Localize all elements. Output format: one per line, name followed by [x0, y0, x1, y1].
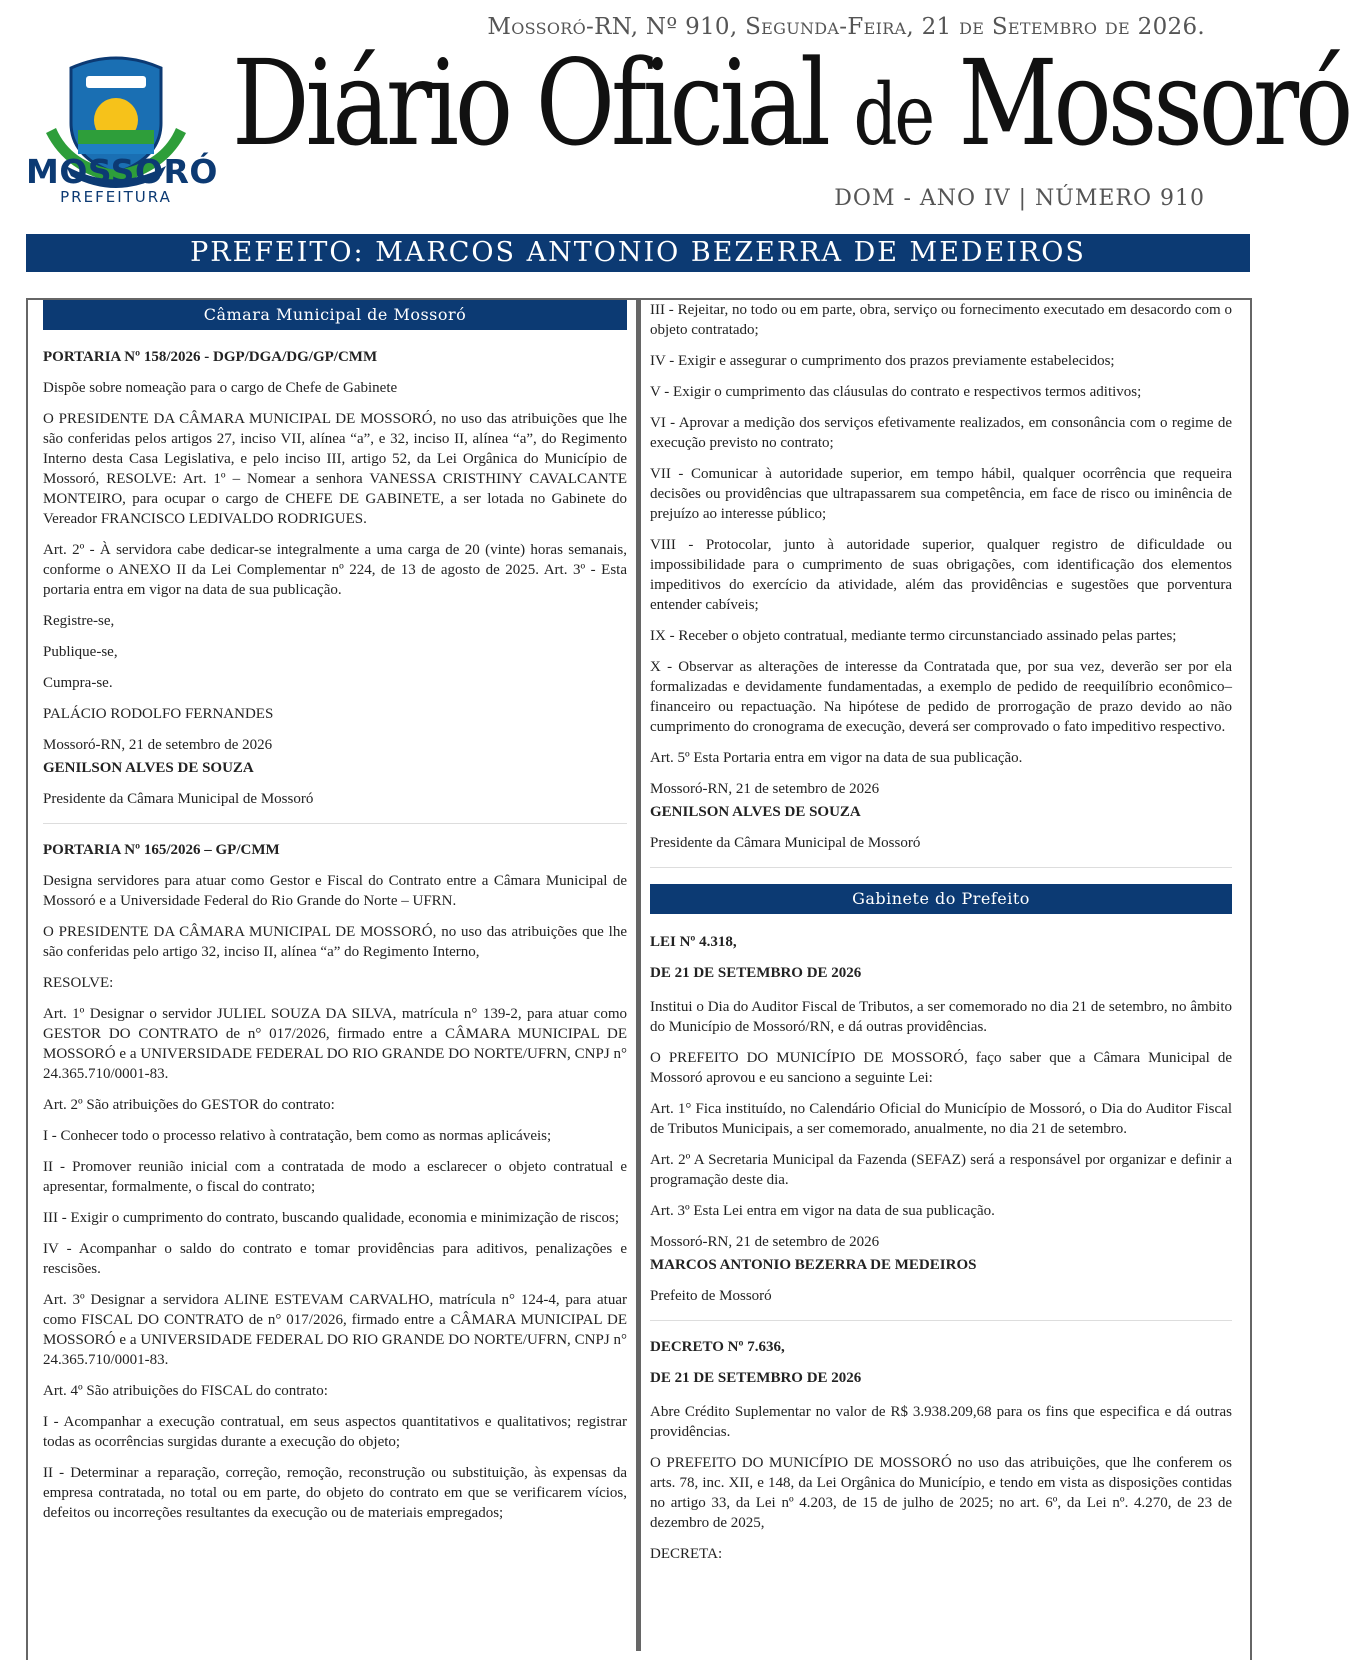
- paragraph: Art. 4º São atribuições do FISCAL do contrato:: [43, 1383, 328, 1399]
- portaria-158-title: PORTARIA Nº 158/2026 - DGP/DGA/DG/GP/CMM: [43, 349, 378, 365]
- paragraph: O PREFEITO DO MUNICÍPIO DE MOSSORÓ no uso das atribuições, que lhe conferem os arts. 78, inc. XII, e 148, da Lei Orgânica do Município, e tendo em vista as disposições contidas no artigo 33, da Lei nº 4.203, de 15 de julho de 2025; no art. 6º, da Lei nº. 4.270, de 23 de dezembro de 2025,: [650, 1455, 1232, 1531]
- paragraph: Registre-se,: [43, 613, 115, 629]
- signature-date: Mossoró-RN, 21 de setembro de 2026: [43, 737, 273, 753]
- signer-name: MARCOS ANTONIO BEZERRA DE MEDEIROS: [650, 1257, 977, 1273]
- mayor-banner: PREFEITO: MARCOS ANTONIO BEZERRA DE MEDEIROS: [26, 234, 1250, 272]
- paragraph: IX - Receber o objeto contratual, mediante termo circunstanciado assinado pelas partes;: [650, 628, 1177, 644]
- separator: [43, 823, 627, 824]
- signer-name: GENILSON ALVES DE SOUZA: [650, 804, 861, 820]
- masthead-title: Diário Oficial de Mossoró: [232, 34, 1349, 172]
- right-column: [650, 300, 1232, 1575]
- signature-date: Mossoró-RN, 21 de setembro de 2026: [650, 781, 880, 797]
- lei-date-title: DE 21 DE SETEMBRO DE 2026: [650, 965, 862, 981]
- paragraph: II - Promover reunião inicial com a contratada de modo a esclarecer o objeto contratual e apresentar, formalmente, o fiscal do contrato;: [43, 1159, 627, 1195]
- paragraph: Art. 1° Fica instituído, no Calendário Oficial do Município de Mossoró, o Dia do Auditor Fiscal de Tributos Municipais, a ser comemorado, anualmente, no dia 21 de setembro.: [650, 1101, 1232, 1137]
- dom-number-line: DOM - ANO IV | NÚMERO 910: [834, 186, 1205, 211]
- paragraph: Art. 2º A Secretaria Municipal da Fazenda (SEFAZ) será a responsável por organizar e definir a programação deste dia.: [650, 1152, 1232, 1188]
- edition-line: Mossoró-RN, Nº 910, Segunda-Feira, 21 de Setembro de 2026.: [487, 14, 1205, 40]
- decreto-title: DECRETO Nº 7.636,: [650, 1339, 785, 1355]
- separator: [650, 867, 1232, 868]
- section-header-gabinete: Gabinete do Prefeito: [650, 884, 1232, 914]
- paragraph: Publique-se,: [43, 644, 118, 660]
- paragraph: Art. 5º Esta Portaria entra em vigor na data de sua publicação.: [650, 750, 1023, 766]
- portaria-165-title: PORTARIA Nº 165/2026 – GP/CMM: [43, 842, 280, 858]
- signature-date: Mossoró-RN, 21 de setembro de 2026: [650, 1234, 880, 1250]
- paragraph: VI - Aprovar a medição dos serviços efetivamente realizados, em consonância com o regime de execução previsto no contrato;: [650, 415, 1232, 451]
- lei-title: LEI Nº 4.318,: [650, 934, 737, 950]
- signer-name: GENILSON ALVES DE SOUZA: [43, 760, 254, 776]
- paragraph: II - Determinar a reparação, correção, remoção, reconstrução ou substituição, às expensas da empresa contratada, no total ou em parte, do objeto do contrato em que se verificarem vícios, defeitos ou incorreções resultantes da execução ou de materiais empregados;: [43, 1465, 627, 1521]
- paragraph: Art. 1º Designar o servidor JULIEL SOUZA DA SILVA, matrícula n° 139-2, para atuar como GESTOR DO CONTRATO de n° 017/2026, firmado entre a CÂMARA MUNICIPAL DE MOSSORÓ e a UNIVERSIDADE FEDERAL DO RIO GRANDE DO NORTE/UFRN, CNPJ n° 24.365.710/0001-83.: [43, 1006, 627, 1082]
- signer-role: Prefeito de Mossoró: [650, 1288, 772, 1304]
- paragraph: VII - Comunicar à autoridade superior, em tempo hábil, qualquer ocorrência que requeira decisões ou providências que ultrapassarem sua competência, em face de risco ou iminência de prejuízo ao interesse público;: [650, 466, 1232, 522]
- paragraph: RESOLVE:: [43, 975, 114, 991]
- signer-role: Presidente da Câmara Municipal de Mossoró: [43, 791, 314, 807]
- paragraph: VIII - Protocolar, junto à autoridade superior, qualquer registro de dificuldade ou impossibilidade para o cumprimento de suas obrigações, com identificação dos elementos impeditivos do exercício da atividade, além das providências e sugestões que porventura entender cabíveis;: [650, 537, 1232, 613]
- section-header-camara: Câmara Municipal de Mossoró: [43, 300, 627, 330]
- paragraph: Abre Crédito Suplementar no valor de R$ 3.938.209,68 para os fins que especifica e dá outras providências.: [650, 1404, 1232, 1440]
- paragraph: IV - Exigir e assegurar o cumprimento dos prazos previamente estabelecidos;: [650, 353, 1115, 369]
- paragraph: I - Acompanhar a execução contratual, em seus aspectos quantitativos e qualitativos; registrar todas as ocorrências surgidas durante a execução do objeto;: [43, 1414, 627, 1450]
- paragraph: IV - Acompanhar o saldo do contrato e tomar providências para aditivos, penalizações e rescisões.: [43, 1241, 627, 1277]
- paragraph: Dispõe sobre nomeação para o cargo de Chefe de Gabinete: [43, 380, 398, 396]
- logo-name: MOSSORÓ: [26, 152, 218, 191]
- paragraph: O PRESIDENTE DA CÂMARA MUNICIPAL DE MOSSORÓ, no uso das atribuições que lhe são conferidas pelos artigos 27, inciso VII, alínea “a”, e 32, inciso II, alínea “a”, do Regimento Interno desta Casa Legislativa, e pelo inciso III, artigo 52, da Lei Orgânica do Município de Mossoró, RESOLVE: Art. 1º – Nomear a senhora VANESSA CRISTHINY CAVALCANTE MONTEIRO, para ocupar o cargo de CHEFE DE GABINETE, a ser lotada no Gabinete do Vereador FRANCISCO LEDIVALDO RODRIGUES.: [43, 411, 627, 527]
- left-column: [43, 300, 627, 1534]
- paragraph: III - Exigir o cumprimento do contrato, buscando qualidade, economia e minimização de riscos;: [43, 1210, 620, 1226]
- paragraph: X - Observar as alterações de interesse da Contratada que, por sua vez, deverão ser por ela formalizadas e devidamente fundamentadas, a exemplo de pedido de reequilíbrio econômico–financeiro ou repactuação. Na hipótese de pedido de prorrogação de prazo devido ao não cumprimento do cronograma de execução, deverá ser comprovado o fato impeditivo respectivo.: [650, 659, 1232, 735]
- logo-subtitle: PREFEITURA: [60, 188, 172, 206]
- column-divider: [636, 300, 641, 1651]
- paragraph: Cumpra-se.: [43, 675, 113, 691]
- paragraph: Art. 3º Designar a servidora ALINE ESTEVAM CARVALHO, matrícula n° 124-4, para atuar como FISCAL DO CONTRATO de n° 017/2026, firmado entre a CÂMARA MUNICIPAL DE MOSSORÓ e a UNIVERSIDADE FEDERAL DO RIO GRANDE DO NORTE/UFRN, CNPJ n° 24.365.710/0001-83.: [43, 1292, 627, 1368]
- separator: [650, 1320, 1232, 1321]
- paragraph: III - Rejeitar, no todo ou em parte, obra, serviço ou fornecimento executado em desacordo com o objeto contratado;: [650, 302, 1232, 338]
- paragraph: Art. 2º São atribuições do GESTOR do contrato:: [43, 1097, 335, 1113]
- paragraph: I - Conhecer todo o processo relativo à contratação, bem como as normas aplicáveis;: [43, 1128, 552, 1144]
- paragraph: Art. 2º - À servidora cabe dedicar-se integralmente a uma carga de 20 (vinte) horas semanais, conforme o ANEXO II da Lei Complementar nº 224, de 13 de agosto de 2025. Art. 3º - Esta portaria entra em vigor na data de sua publicação.: [43, 542, 627, 598]
- paragraph: PALÁCIO RODOLFO FERNANDES: [43, 706, 274, 722]
- paragraph: Art. 3º Esta Lei entra em vigor na data de sua publicação.: [650, 1203, 995, 1219]
- paragraph: O PREFEITO DO MUNICÍPIO DE MOSSORÓ, faço saber que a Câmara Municipal de Mossoró aprovou e eu sanciono a seguinte Lei:: [650, 1050, 1232, 1086]
- paragraph: Institui o Dia do Auditor Fiscal de Tributos, a ser comemorado no dia 21 de setembro, no âmbito do Município de Mossoró/RN, e dá outras providências.: [650, 999, 1232, 1035]
- signer-role: Presidente da Câmara Municipal de Mossoró: [650, 835, 921, 851]
- paragraph: V - Exigir o cumprimento das cláusulas do contrato e respectivos termos aditivos;: [650, 384, 1142, 400]
- paragraph: O PRESIDENTE DA CÂMARA MUNICIPAL DE MOSSORÓ, no uso das atribuições que lhe são conferidas pelo artigo 32, inciso II, alínea “a” do Regimento Interno,: [43, 924, 627, 960]
- paragraph: Designa servidores para atuar como Gestor e Fiscal do Contrato entre a Câmara Municipal de Mossoró e a Universidade Federal do Rio Grande do Norte – UFRN.: [43, 873, 627, 909]
- paragraph: DECRETA:: [650, 1546, 723, 1562]
- decreto-date-title: DE 21 DE SETEMBRO DE 2026: [650, 1370, 862, 1386]
